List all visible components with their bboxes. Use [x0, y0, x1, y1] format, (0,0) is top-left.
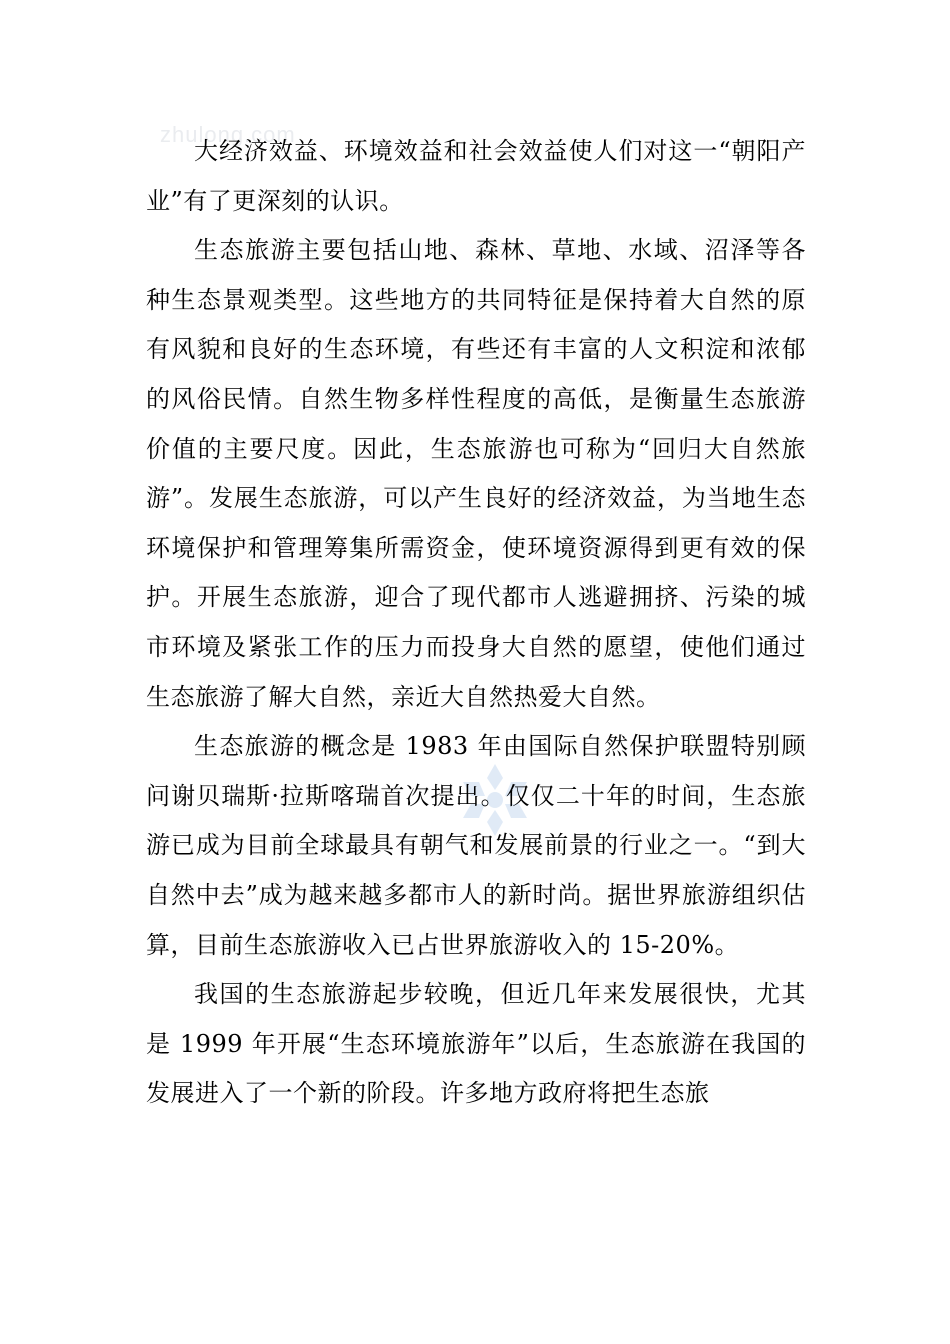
watermark-text: zhulong.com — [160, 122, 296, 147]
paragraph: 生态旅游的概念是 1983 年由国际自然保护联盟特别顾问谢贝瑞斯·拉斯喀瑞首次提出。仅仅二十年的时间，生态旅游已成为目前全球最具有朝气和发展前景的行业之一。“到大自然中去”成为越来越多都市人的新时尚。据世界旅游组织估算，目前生态旅游收入已占世界旅游收入的 15-20%。 — [146, 732, 806, 959]
paragraph: 大经济效益、环境效益和社会效益使人们对这一“朝阳产业”有了更深刻的认识。 — [146, 137, 806, 215]
article-body — [146, 127, 806, 1119]
paragraph: 我国的生态旅游起步较晚，但近几年来发展很快，尤其是 1999 年开展“生态环境旅游年”以后，生态旅游在我国的发展进入了一个新的阶段。许多地方政府将把生态旅 — [146, 980, 806, 1108]
paragraph: 生态旅游主要包括山地、森林、草地、水域、沼泽等各种生态景观类型。这些地方的共同特征是保持着大自然的原有风貌和良好的生态环境，有些还有丰富的人文积淀和浓郁的风俗民情。自然生物多样性程度的高低，是衡量生态旅游价值的主要尺度。因此，生态旅游也可称为“回归大自然旅游”。发展生态旅游，可以产生良好的经济效益，为当地生态环境保护和管理筹集所需资金，使环境资源得到更有效的保护。开展生态旅游，迎合了现代都市人逃避拥挤、污染的城市环境及紧张工作的压力而投身大自然的愿望，使他们通过生态旅游了解大自然，亲近大自然热爱大自然。 — [146, 236, 806, 711]
